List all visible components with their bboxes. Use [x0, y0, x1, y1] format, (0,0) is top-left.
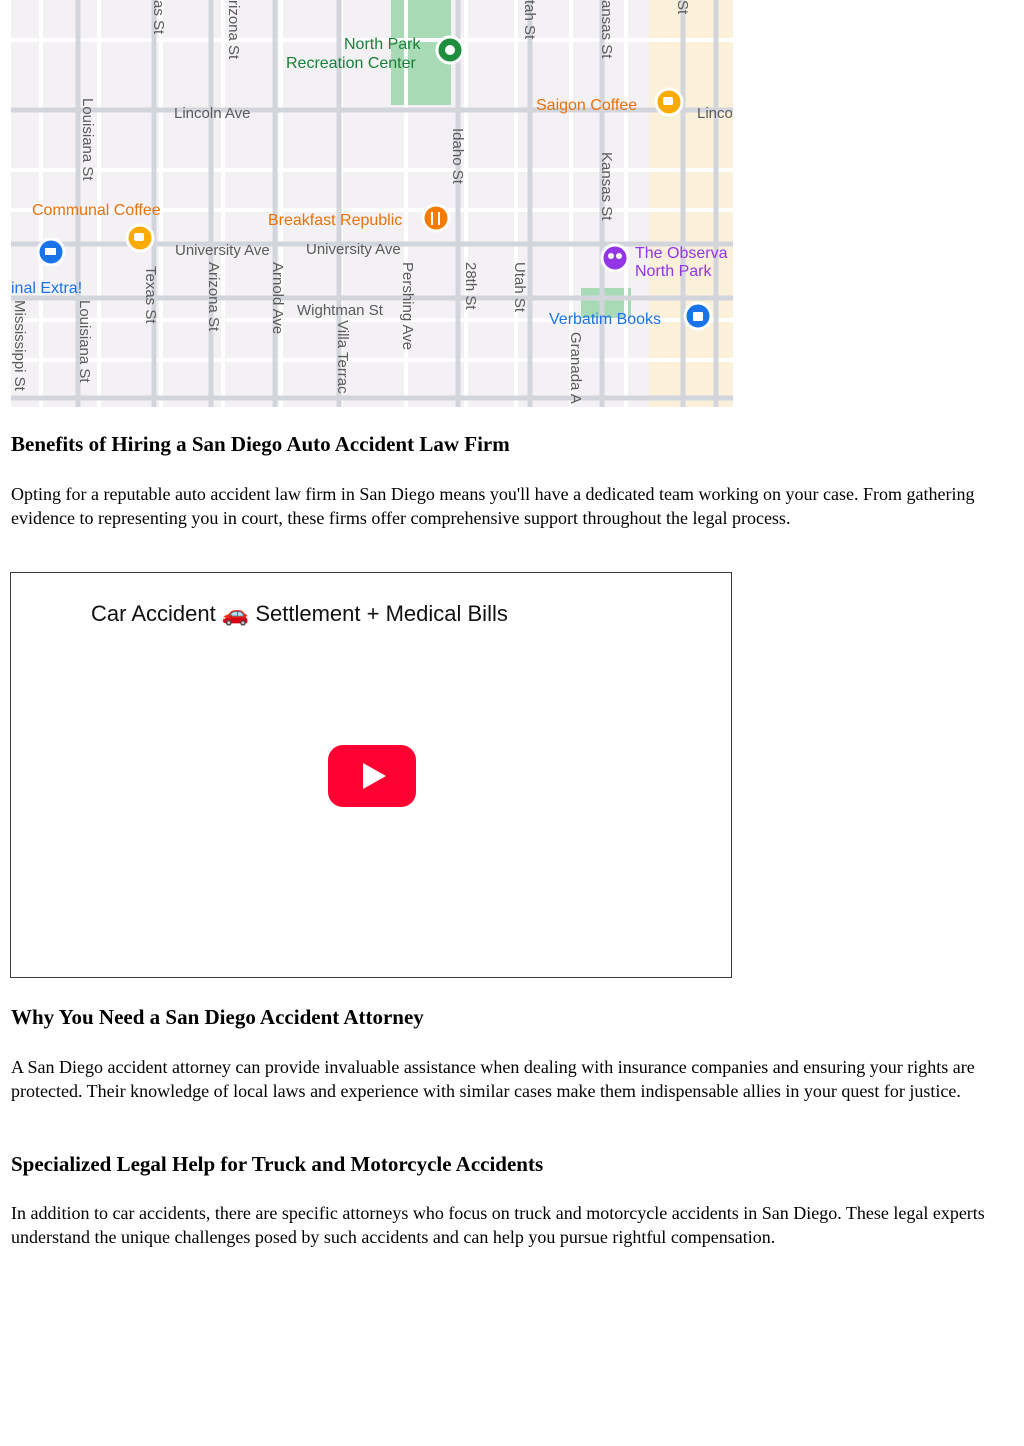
street-kansas-top-2: ansas St: [598, 0, 615, 59]
park-marker-icon[interactable]: [437, 37, 463, 63]
poi-breakfast-republic-label: Breakfast Republic: [268, 212, 403, 229]
video-title[interactable]: Car Accident 🚗 Settlement + Medical Bills: [91, 601, 508, 626]
street-granada: Granada A: [567, 332, 584, 404]
street-louisiana-upper: Louisiana St: [79, 98, 96, 181]
shopping-cart-marker-icon[interactable]: [38, 239, 64, 265]
video-embed[interactable]: [10, 572, 732, 978]
map-canvas: [11, 0, 733, 407]
street-university-ave-east: University Ave: [306, 241, 401, 258]
poi-verbatim-books-label: Verbatim Books: [549, 311, 662, 328]
map-embed[interactable]: [11, 0, 733, 407]
coffee-marker-icon[interactable]: [656, 89, 682, 115]
street-mississippi: Mississippi St: [11, 300, 28, 391]
poi-final-extra-label: inal Extra!: [11, 280, 83, 297]
section-body-benefits: Opting for a reputable auto accident law firm in San Diego means you'll have a dedicated team working on your case. From gathering evidence to representing you in court, these firms offer comprehensive support throughout the legal process.: [11, 484, 975, 528]
street-lincoln-ave: Lincoln Ave: [174, 105, 251, 122]
street-texas: Texas St: [142, 266, 159, 324]
street-idaho: Idaho St: [449, 128, 466, 184]
restaurant-marker-icon[interactable]: [423, 205, 449, 231]
street-28th: 28th St: [462, 262, 479, 310]
section-heading-benefits: Benefits of Hiring a San Diego Auto Accident Law Firm: [11, 432, 510, 456]
section-heading-why-attorney: Why You Need a San Diego Accident Attorney: [11, 1005, 424, 1029]
street-utah-lower: Utah St: [511, 262, 528, 313]
section-body-truck-motorcycle: In addition to car accidents, there are specific attorneys who focus on truck and motorcycle accidents in San Diego. These legal experts understand the unique challenges posed by such accidents and can help you pursue rightful compensation.: [11, 1203, 985, 1247]
street-top-right: St: [674, 0, 691, 15]
commercial-area: [649, 0, 733, 407]
section-body-why-attorney: A San Diego accident attorney can provide invaluable assistance when dealing with insurance companies and ensuring your rights are protected. Their knowledge of local laws and experience with similar cases make them indispensable allies in your quest for justice.: [11, 1057, 975, 1101]
street-utah-top: tah St: [521, 0, 538, 40]
section-heading-truck-motorcycle: Specialized Legal Help for Truck and Motorcycle Accidents: [11, 1152, 544, 1176]
poi-communal-coffee-label: Communal Coffee: [32, 202, 161, 219]
poi-observatory-label: The Observa: [635, 245, 728, 262]
street-pershing: Pershing Ave: [399, 262, 416, 351]
poi-saigon-coffee-label: Saigon Coffee: [536, 97, 638, 114]
bookstore-marker-icon[interactable]: [685, 303, 711, 329]
theater-marker-icon[interactable]: [602, 245, 628, 271]
street-kansas-top: as St: [150, 0, 167, 35]
street-arizona-top: rizona St: [225, 0, 242, 60]
poi-north-park-label: North Park: [344, 36, 421, 53]
street-kansas-mid: Kansas St: [598, 152, 615, 221]
street-arnold: Arnold Ave: [269, 262, 286, 335]
street-louisiana-lower: Louisiana St: [76, 300, 93, 383]
street-university-ave-west: University Ave: [175, 242, 270, 259]
coffee-marker-icon[interactable]: [127, 225, 153, 251]
street-villa-terrace: Villa Terrac: [334, 320, 351, 394]
poi-rec-center-label: Recreation Center: [286, 55, 416, 72]
street-wightman-st: Wightman St: [297, 302, 383, 319]
youtube-play-button-icon[interactable]: [328, 745, 416, 807]
street-arizona-lower: Arizona St: [205, 262, 222, 332]
street-lincoln-ave-east: Linco: [697, 105, 733, 122]
poi-observatory-north-park-label: North Park: [635, 263, 712, 280]
